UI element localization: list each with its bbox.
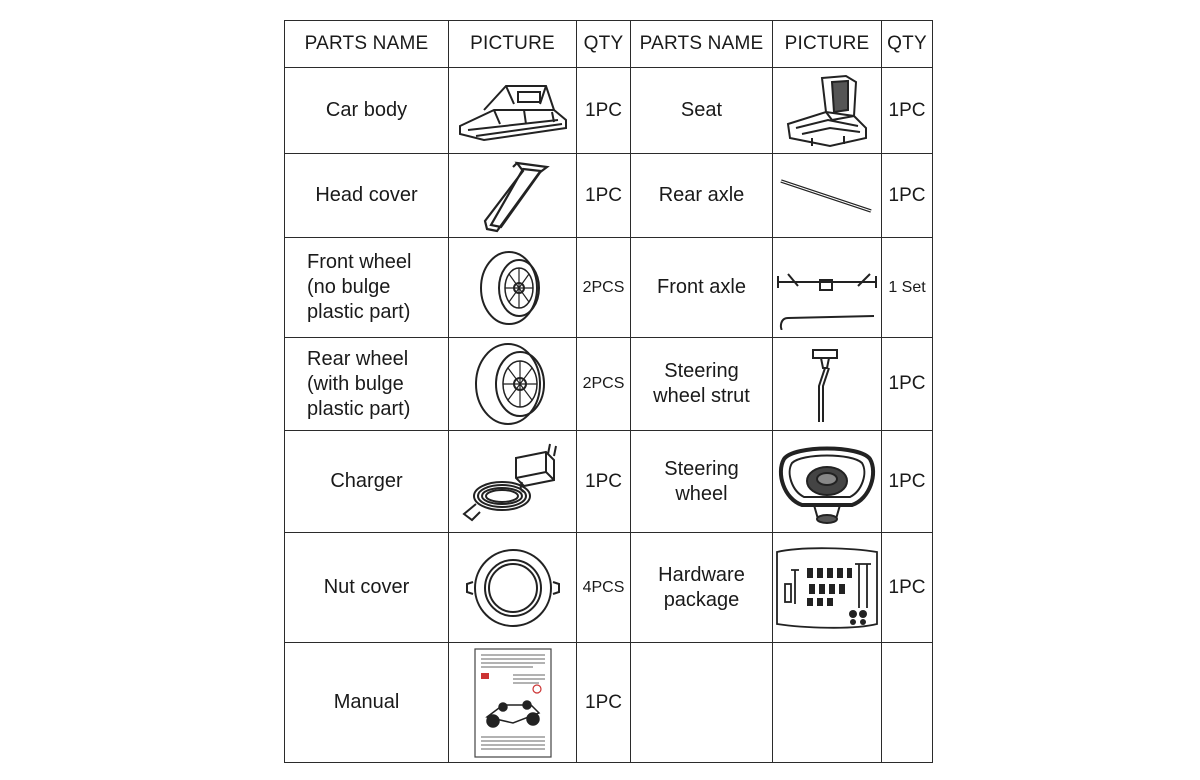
part-name: Steering wheel strut (631, 338, 773, 431)
part-name: Front wheel (no bulge plastic part) (285, 238, 449, 338)
car-body-icon (454, 74, 572, 148)
empty-cell (882, 643, 933, 763)
charger-icon (458, 440, 568, 524)
part-name: Charger (285, 431, 449, 533)
rear-axle-icon (777, 171, 877, 221)
part-picture (773, 154, 882, 238)
head-cover-icon (471, 157, 555, 235)
part-qty: 1PC (577, 154, 631, 238)
part-name: Steering wheel (631, 431, 773, 533)
part-picture (773, 68, 882, 154)
part-qty: 1PC (882, 431, 933, 533)
part-name: Manual (285, 643, 449, 763)
part-picture (449, 533, 577, 643)
header-picture: PICTURE (773, 21, 882, 68)
parts-list-table (284, 20, 933, 763)
part-qty: 1PC (577, 431, 631, 533)
part-name: Nut cover (285, 533, 449, 643)
table-row (285, 533, 933, 643)
part-name: Hardware package (631, 533, 773, 643)
part-name: Seat (631, 68, 773, 154)
front-wheel-icon (473, 246, 553, 330)
part-qty: 1PC (577, 68, 631, 154)
nut-cover-icon (465, 542, 561, 634)
header-qty: QTY (577, 21, 631, 68)
part-qty: 1PC (882, 68, 933, 154)
seat-icon (782, 72, 872, 150)
part-qty: 2PCS (577, 238, 631, 338)
empty-cell (631, 643, 773, 763)
table-header-row (285, 21, 933, 68)
part-qty: 1PC (882, 338, 933, 431)
table-row (285, 338, 933, 431)
empty-cell (773, 643, 882, 763)
hardware-package-icon (773, 544, 881, 632)
table-row (285, 238, 933, 338)
part-name: Rear wheel (with bulge plastic part) (285, 338, 449, 431)
table-row (285, 154, 933, 238)
part-name: Front axle (631, 238, 773, 338)
part-picture (773, 533, 882, 643)
part-picture (449, 643, 577, 763)
front-axle-icon (774, 246, 880, 330)
manual-icon (473, 647, 553, 759)
header-picture: PICTURE (449, 21, 577, 68)
part-name: Rear axle (631, 154, 773, 238)
part-picture (773, 431, 882, 533)
part-qty: 2PCS (577, 338, 631, 431)
part-picture (449, 431, 577, 533)
part-picture (449, 338, 577, 431)
rear-wheel-icon (470, 340, 556, 428)
part-name: Head cover (285, 154, 449, 238)
part-picture (449, 238, 577, 338)
header-parts-name: PARTS NAME (631, 21, 773, 68)
part-qty: 1PC (882, 533, 933, 643)
part-qty: 4PCS (577, 533, 631, 643)
part-picture (773, 238, 882, 338)
part-picture (773, 338, 882, 431)
table-row (285, 431, 933, 533)
part-picture (449, 68, 577, 154)
part-qty: 1PC (882, 154, 933, 238)
steering-wheel-icon (774, 439, 880, 525)
table-row (285, 68, 933, 154)
part-name: Car body (285, 68, 449, 154)
table-row (285, 643, 933, 763)
header-parts-name: PARTS NAME (285, 21, 449, 68)
steering-strut-icon (797, 342, 857, 426)
part-picture (449, 154, 577, 238)
header-qty: QTY (882, 21, 933, 68)
part-qty: 1 Set (882, 238, 933, 338)
part-qty: 1PC (577, 643, 631, 763)
